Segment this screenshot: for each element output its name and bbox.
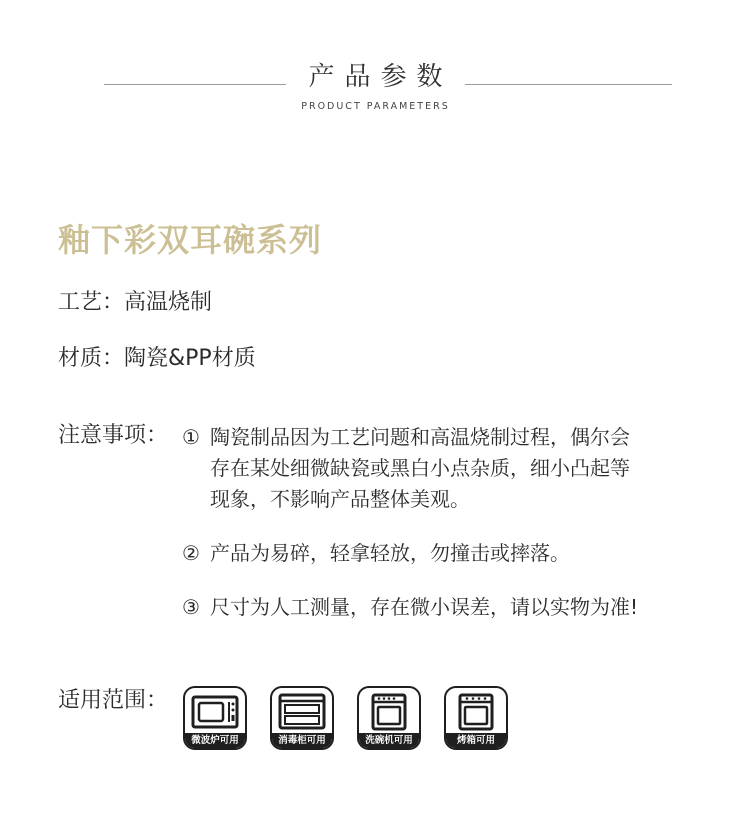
- header-divider-left: [104, 84, 286, 85]
- note-item-2: [182, 538, 722, 569]
- note-line: 现象，不影响产品整体美观。: [210, 487, 470, 511]
- sterilizer-cabinet-icon: [272, 688, 332, 734]
- microwave-icon: [185, 688, 245, 734]
- note-number: ③: [182, 595, 200, 619]
- spec-craft: 工艺：高温烧制: [58, 290, 213, 315]
- appliance-label: 微波炉可用: [185, 733, 245, 748]
- notes-label: 注意事项：: [58, 423, 169, 448]
- note-number: ①: [182, 425, 200, 449]
- oven-icon: [446, 688, 506, 734]
- section-subtitle: PRODUCT PARAMETERS: [301, 101, 450, 112]
- appliance-label: 洗碗机可用: [359, 733, 419, 748]
- note-item-1: [182, 422, 722, 515]
- appliance-badge-sterilizer: [270, 686, 334, 750]
- spec-material: 材质：陶瓷&PP材质: [58, 346, 256, 371]
- note-line: 存在某处细微缺瓷或黑白小点杂质，细小凸起等: [210, 456, 630, 480]
- appliance-badge-oven: [444, 686, 508, 750]
- header-divider-right: [465, 84, 672, 85]
- appliance-label: 消毒柜可用: [272, 733, 332, 748]
- product-name: 釉下彩双耳碗系列: [58, 221, 323, 259]
- section-title: 产品参数: [308, 62, 453, 92]
- appliance-label: 烤箱可用: [446, 733, 506, 748]
- appliance-badge-dishwasher: [357, 686, 421, 750]
- note-number: ②: [182, 541, 200, 565]
- appliance-badge-microwave: [183, 686, 247, 750]
- note-line: 陶瓷制品因为工艺问题和高温烧制过程，偶尔会: [210, 425, 630, 449]
- note-item-3: [182, 592, 722, 623]
- usage-label: 适用范围：: [58, 688, 169, 713]
- dishwasher-icon: [359, 688, 419, 734]
- note-line: 尺寸为人工测量，存在微小误差，请以实物为准!: [210, 595, 639, 619]
- note-line: 产品为易碎，轻拿轻放，勿撞击或摔落。: [210, 541, 570, 565]
